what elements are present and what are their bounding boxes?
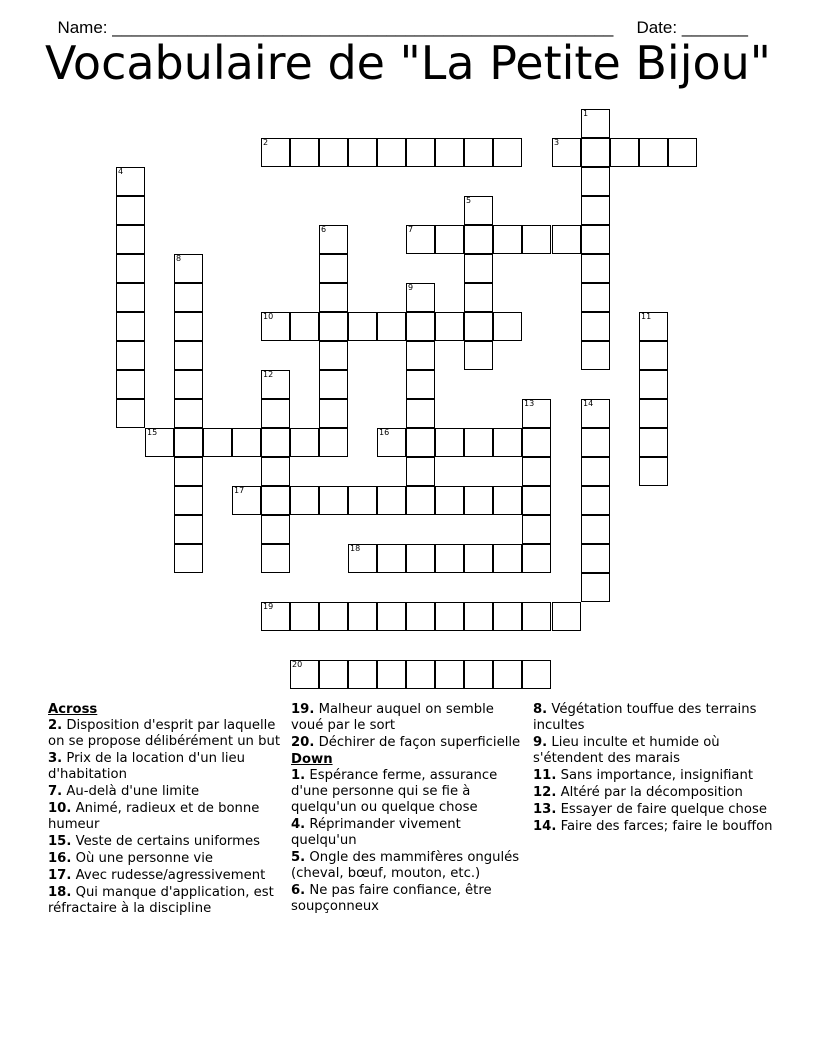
clue-number: 4. xyxy=(291,817,306,832)
grid-cell[interactable] xyxy=(581,312,610,341)
grid-cell[interactable] xyxy=(493,486,522,515)
clue-number: 3 xyxy=(554,138,560,147)
clue-item xyxy=(48,784,288,800)
grid-cell[interactable] xyxy=(232,428,261,457)
clue-text: Où une personne vie xyxy=(71,851,213,866)
clue-item xyxy=(48,851,288,867)
clue-number: 12 xyxy=(263,370,274,379)
grid-cell[interactable] xyxy=(174,428,203,457)
clue-number: 17. xyxy=(48,868,72,883)
grid-cell[interactable] xyxy=(348,602,377,631)
clue-text: Lieu inculte et humide où s'étendent des marais xyxy=(533,735,720,766)
grid-cell[interactable] xyxy=(581,254,610,283)
grid-cell[interactable] xyxy=(174,370,203,399)
clue-number: 20 xyxy=(292,660,303,669)
grid-cell[interactable] xyxy=(348,138,377,167)
grid-cell[interactable] xyxy=(319,254,348,283)
grid-cell[interactable] xyxy=(261,428,290,457)
grid-cell-3[interactable] xyxy=(552,138,581,167)
across-heading: Across xyxy=(48,702,98,717)
grid-cell[interactable] xyxy=(174,283,203,312)
grid-cell[interactable] xyxy=(581,138,610,167)
grid-cell[interactable] xyxy=(522,457,551,486)
grid-cell-10[interactable] xyxy=(261,312,290,341)
grid-cell[interactable] xyxy=(464,254,493,283)
clue-item xyxy=(48,718,288,750)
grid-cell[interactable] xyxy=(639,457,668,486)
grid-cell[interactable] xyxy=(261,457,290,486)
grid-cell[interactable] xyxy=(377,486,406,515)
clue-number: 20. xyxy=(291,735,315,750)
grid-cell[interactable] xyxy=(290,138,319,167)
grid-cell[interactable] xyxy=(435,486,464,515)
grid-cell[interactable] xyxy=(464,138,493,167)
clue-number: 10 xyxy=(263,312,274,321)
clue-text: Ongle des mammifères ongulés (cheval, bœuf, mouton, etc.) xyxy=(291,850,520,881)
grid-cell[interactable] xyxy=(174,457,203,486)
clue-number: 18. xyxy=(48,885,72,900)
grid-cell[interactable] xyxy=(493,225,522,254)
clue-number: 12. xyxy=(533,785,557,800)
grid-cell[interactable] xyxy=(261,515,290,544)
grid-cell[interactable] xyxy=(464,660,493,689)
grid-cell[interactable] xyxy=(406,341,435,370)
clue-number: 5 xyxy=(466,196,472,205)
grid-cell[interactable] xyxy=(319,370,348,399)
grid-cell[interactable] xyxy=(581,167,610,196)
grid-cell[interactable] xyxy=(435,544,464,573)
grid-cell[interactable] xyxy=(493,138,522,167)
clue-number: 2. xyxy=(48,718,63,733)
grid-cell[interactable] xyxy=(377,544,406,573)
clue-item xyxy=(48,834,288,850)
grid-cell[interactable] xyxy=(174,399,203,428)
grid-cell[interactable] xyxy=(377,312,406,341)
grid-cell[interactable] xyxy=(522,515,551,544)
grid-cell[interactable] xyxy=(581,341,610,370)
clue-text: Veste de certains uniformes xyxy=(71,834,260,849)
grid-cell[interactable] xyxy=(116,225,145,254)
grid-cell[interactable] xyxy=(319,602,348,631)
clue-text: Animé, radieux et de bonne humeur xyxy=(48,801,260,832)
clue-number: 13 xyxy=(524,399,535,408)
grid-cell[interactable] xyxy=(435,602,464,631)
clue-text: Prix de la location d'un lieu d'habitation xyxy=(48,751,246,782)
grid-cell-17[interactable] xyxy=(232,486,261,515)
grid-cell-7[interactable] xyxy=(406,225,435,254)
grid-cell[interactable] xyxy=(581,225,610,254)
grid-cell[interactable] xyxy=(435,138,464,167)
clue-number: 3. xyxy=(48,751,63,766)
date-line: _______ xyxy=(681,18,748,37)
clue-number: 14 xyxy=(583,399,594,408)
grid-cell[interactable] xyxy=(522,660,551,689)
grid-cell[interactable] xyxy=(174,544,203,573)
grid-cell[interactable] xyxy=(493,602,522,631)
grid-cell[interactable] xyxy=(406,457,435,486)
clue-text: Qui manque d'application, est réfractaire à la discipline xyxy=(48,885,274,916)
grid-cell-18[interactable] xyxy=(348,544,377,573)
grid-cell[interactable] xyxy=(116,196,145,225)
date-label: Date: xyxy=(636,18,682,37)
clue-number: 17 xyxy=(234,486,245,495)
grid-cell-12[interactable] xyxy=(261,370,290,399)
grid-cell[interactable] xyxy=(116,341,145,370)
grid-cell-4[interactable] xyxy=(116,167,145,196)
grid-cell[interactable] xyxy=(610,138,639,167)
grid-cell[interactable] xyxy=(116,370,145,399)
clue-item xyxy=(291,735,529,751)
grid-cell[interactable] xyxy=(639,370,668,399)
grid-cell[interactable] xyxy=(464,225,493,254)
grid-cell[interactable] xyxy=(435,225,464,254)
clue-number: 7 xyxy=(408,225,414,234)
grid-cell[interactable] xyxy=(348,312,377,341)
clue-text: Ne pas faire confiance, être soupçonneux xyxy=(291,883,492,914)
grid-cell[interactable] xyxy=(493,660,522,689)
grid-cell[interactable] xyxy=(464,544,493,573)
clue-item xyxy=(48,801,288,833)
clue-number: 8. xyxy=(533,702,548,717)
clue-number: 11. xyxy=(533,768,557,783)
grid-cell[interactable] xyxy=(639,138,668,167)
clue-text: Déchirer de façon superficielle xyxy=(314,735,521,750)
clue-number: 5. xyxy=(291,850,306,865)
clue-number: 10. xyxy=(48,801,72,816)
clue-number: 1. xyxy=(291,768,306,783)
clue-number: 4 xyxy=(118,167,124,176)
grid-cell[interactable] xyxy=(406,428,435,457)
grid-cell[interactable] xyxy=(116,254,145,283)
grid-cell[interactable] xyxy=(464,486,493,515)
grid-cell-8[interactable] xyxy=(174,254,203,283)
grid-cell[interactable] xyxy=(406,660,435,689)
clue-number: 15 xyxy=(147,428,158,437)
grid-cell[interactable] xyxy=(174,312,203,341)
clue-number: 8 xyxy=(176,254,182,263)
clue-text: Sans importance, insignifiant xyxy=(556,768,754,783)
clue-item xyxy=(533,768,773,784)
clues-column-1 xyxy=(48,702,288,918)
grid-cell[interactable] xyxy=(581,544,610,573)
grid-cell[interactable] xyxy=(203,428,232,457)
grid-cell[interactable] xyxy=(348,660,377,689)
grid-cell[interactable] xyxy=(319,428,348,457)
grid-cell[interactable] xyxy=(406,312,435,341)
clue-text: Malheur auquel on semble voué par le sort xyxy=(291,702,494,733)
grid-cell[interactable] xyxy=(174,486,203,515)
grid-cell[interactable] xyxy=(493,312,522,341)
name-line: _____________________________________________________ xyxy=(112,18,614,37)
grid-cell[interactable] xyxy=(552,225,581,254)
grid-cell[interactable] xyxy=(522,486,551,515)
clue-item xyxy=(533,702,773,734)
grid-cell[interactable] xyxy=(639,399,668,428)
grid-cell[interactable] xyxy=(290,428,319,457)
clue-text: Altéré par la décomposition xyxy=(556,785,743,800)
grid-cell-1[interactable] xyxy=(581,109,610,138)
across-clues-list xyxy=(48,718,288,917)
clue-text: Réprimander vivement quelqu'un xyxy=(291,817,461,848)
grid-cell[interactable] xyxy=(522,225,551,254)
clue-item xyxy=(533,819,773,835)
clue-text: Disposition d'esprit par laquelle on se propose délibérément un but xyxy=(48,718,281,749)
clue-number: 18 xyxy=(350,544,361,553)
grid-cell[interactable] xyxy=(464,428,493,457)
grid-cell[interactable] xyxy=(522,544,551,573)
clue-item xyxy=(48,751,288,783)
grid-cell-15[interactable] xyxy=(145,428,174,457)
grid-cell-14[interactable] xyxy=(581,399,610,428)
clue-number: 6 xyxy=(321,225,327,234)
grid-cell[interactable] xyxy=(464,283,493,312)
grid-cell[interactable] xyxy=(319,138,348,167)
grid-cell[interactable] xyxy=(348,486,377,515)
clue-number: 9. xyxy=(533,735,548,750)
grid-cell-19[interactable] xyxy=(261,602,290,631)
grid-cell[interactable] xyxy=(116,312,145,341)
clue-item xyxy=(291,702,529,734)
clue-text: Essayer de faire quelque chose xyxy=(556,802,767,817)
grid-cell[interactable] xyxy=(581,428,610,457)
name-label: Name: xyxy=(57,18,113,37)
page-title: Vocabulaire de "La Petite Bijou" xyxy=(45,36,771,90)
grid-cell[interactable] xyxy=(581,573,610,602)
clue-text: Faire des farces; faire le bouffon xyxy=(556,819,773,834)
clue-item xyxy=(533,785,773,801)
grid-cell[interactable] xyxy=(493,544,522,573)
clue-number: 9 xyxy=(408,283,414,292)
grid-cell[interactable] xyxy=(319,399,348,428)
clue-number: 1 xyxy=(583,109,589,118)
clue-text: Au-delà d'une limite xyxy=(62,784,200,799)
grid-cell[interactable] xyxy=(435,428,464,457)
clue-item xyxy=(291,883,529,915)
grid-cell[interactable] xyxy=(522,428,551,457)
down-clues-list-continued xyxy=(533,702,773,835)
grid-cell[interactable] xyxy=(435,660,464,689)
grid-cell[interactable] xyxy=(581,486,610,515)
grid-cell[interactable] xyxy=(581,196,610,225)
grid-cell-20[interactable] xyxy=(290,660,319,689)
down-clues-list xyxy=(291,768,529,915)
clue-number: 6. xyxy=(291,883,306,898)
grid-cell[interactable] xyxy=(377,602,406,631)
grid-cell[interactable] xyxy=(406,602,435,631)
grid-cell[interactable] xyxy=(319,341,348,370)
grid-cell[interactable] xyxy=(116,399,145,428)
grid-cell[interactable] xyxy=(261,486,290,515)
grid-cell[interactable] xyxy=(581,283,610,312)
clue-number: 16. xyxy=(48,851,72,866)
across-clues-list-continued xyxy=(291,702,529,751)
grid-cell[interactable] xyxy=(290,486,319,515)
grid-cell[interactable] xyxy=(406,544,435,573)
clue-item xyxy=(291,850,529,882)
grid-cell-13[interactable] xyxy=(522,399,551,428)
grid-cell[interactable] xyxy=(319,486,348,515)
grid-cell[interactable] xyxy=(522,602,551,631)
clue-number: 14. xyxy=(533,819,557,834)
grid-cell[interactable] xyxy=(464,602,493,631)
clue-number: 2 xyxy=(263,138,269,147)
grid-cell[interactable] xyxy=(319,312,348,341)
grid-cell[interactable] xyxy=(290,312,319,341)
clue-text: Avec rudesse/agressivement xyxy=(71,868,266,883)
grid-cell[interactable] xyxy=(174,341,203,370)
grid-cell[interactable] xyxy=(377,138,406,167)
grid-cell[interactable] xyxy=(406,486,435,515)
clue-number: 13. xyxy=(533,802,557,817)
grid-cell[interactable] xyxy=(290,602,319,631)
clue-item xyxy=(48,885,288,917)
grid-cell[interactable] xyxy=(406,399,435,428)
grid-cell[interactable] xyxy=(261,544,290,573)
grid-cell[interactable] xyxy=(493,428,522,457)
clue-number: 15. xyxy=(48,834,72,849)
grid-cell-16[interactable] xyxy=(377,428,406,457)
grid-cell[interactable] xyxy=(174,515,203,544)
clue-item xyxy=(533,735,773,767)
grid-cell[interactable] xyxy=(668,138,697,167)
down-heading: Down xyxy=(291,752,333,767)
grid-cell[interactable] xyxy=(406,370,435,399)
grid-cell[interactable] xyxy=(435,312,464,341)
grid-cell-2[interactable] xyxy=(261,138,290,167)
grid-cell[interactable] xyxy=(406,138,435,167)
grid-cell[interactable] xyxy=(116,283,145,312)
grid-cell-9[interactable] xyxy=(406,283,435,312)
clue-item xyxy=(48,868,288,884)
clue-text: Végétation touffue des terrains incultes xyxy=(533,702,757,733)
clue-number: 11 xyxy=(641,312,652,321)
grid-cell-11[interactable] xyxy=(639,312,668,341)
clue-text: Espérance ferme, assurance d'une personne qui se fie à quelqu'un ou quelque chose xyxy=(291,768,498,815)
clue-number: 19. xyxy=(291,702,315,717)
grid-cell[interactable] xyxy=(639,341,668,370)
clue-item xyxy=(291,768,529,816)
grid-cell[interactable] xyxy=(464,341,493,370)
clues-column-3 xyxy=(533,702,773,836)
grid-cell[interactable] xyxy=(464,312,493,341)
grid-cell[interactable] xyxy=(319,660,348,689)
clue-item xyxy=(291,817,529,849)
grid-cell[interactable] xyxy=(261,399,290,428)
grid-cell[interactable] xyxy=(552,602,581,631)
clue-item xyxy=(533,802,773,818)
clue-number: 16 xyxy=(379,428,390,437)
grid-cell[interactable] xyxy=(581,515,610,544)
clue-number: 7. xyxy=(48,784,63,799)
clues-column-2 xyxy=(291,702,529,916)
clue-number: 19 xyxy=(263,602,274,611)
grid-cell[interactable] xyxy=(581,457,610,486)
grid-cell[interactable] xyxy=(639,428,668,457)
grid-cell-6[interactable] xyxy=(319,225,348,254)
grid-cell[interactable] xyxy=(319,283,348,312)
grid-cell-5[interactable] xyxy=(464,196,493,225)
grid-cell[interactable] xyxy=(377,660,406,689)
